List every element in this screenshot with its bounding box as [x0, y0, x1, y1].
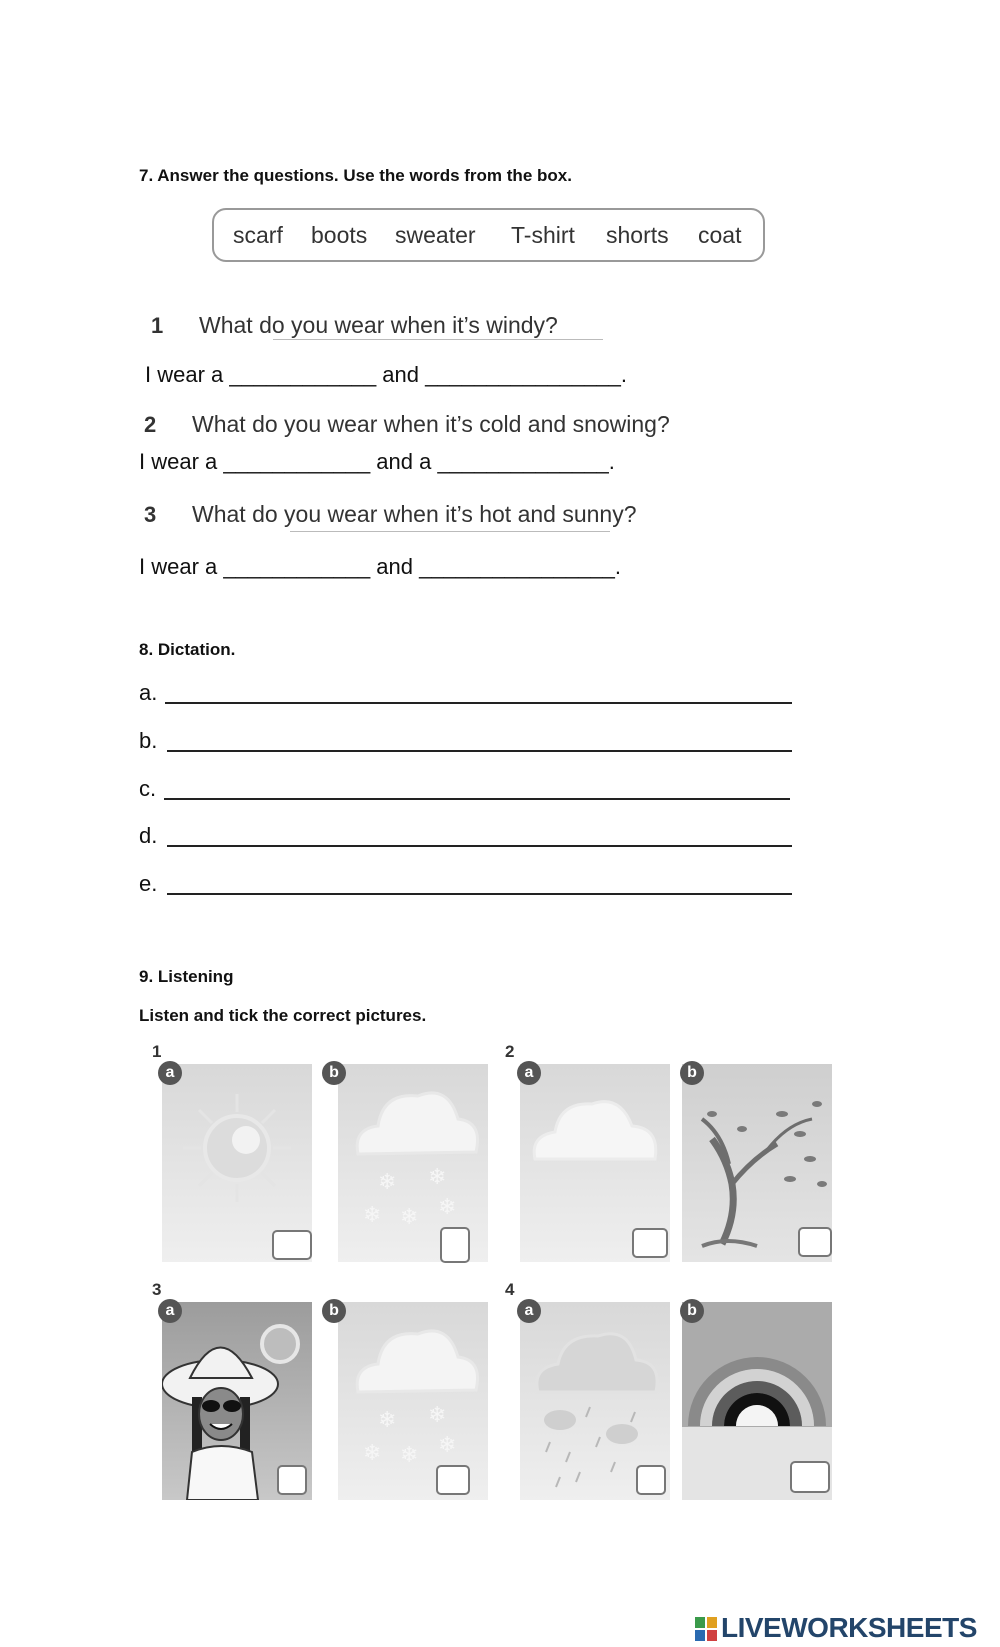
question-1-text: What do you wear when it’s windy? — [199, 312, 558, 338]
svg-text:❄: ❄ — [400, 1205, 419, 1230]
badge-1b: b — [322, 1061, 346, 1085]
dictation-line-c[interactable] — [164, 798, 790, 800]
svg-text:❄: ❄ — [378, 1170, 397, 1195]
word-scarf: scarf — [233, 222, 283, 248]
group-1-number: 1 — [152, 1042, 162, 1061]
question-3-number: 3 — [144, 502, 157, 527]
svg-text:❄: ❄ — [438, 1433, 457, 1458]
dictation-label-c: c. — [139, 776, 157, 801]
svg-text:❄: ❄ — [400, 1443, 419, 1468]
svg-text:❄: ❄ — [428, 1165, 447, 1190]
question-3-underline — [290, 531, 610, 532]
word-boots: boots — [311, 222, 368, 248]
question-1-number: 1 — [151, 313, 164, 338]
dictation-label-d: d. — [139, 823, 158, 848]
section9-title: 9. Listening — [139, 967, 234, 986]
question-1-underline — [273, 339, 603, 340]
section8-title: 8. Dictation. — [139, 640, 236, 659]
tick-box-1b[interactable] — [440, 1227, 470, 1263]
tick-box-2b[interactable] — [798, 1227, 832, 1257]
group-4-number: 4 — [505, 1280, 515, 1299]
badge-1a: a — [158, 1061, 182, 1085]
question-2-text: What do you wear when it’s cold and snowing? — [192, 411, 670, 437]
tick-box-4b[interactable] — [790, 1461, 830, 1493]
dictation-label-b: b. — [139, 728, 158, 753]
question-3-text: What do you wear when it’s hot and sunny? — [192, 501, 637, 527]
dictation-line-a[interactable] — [165, 702, 792, 704]
dictation-line-e[interactable] — [167, 893, 792, 895]
dictation-label-e: e. — [139, 871, 158, 896]
badge-4b: b — [680, 1299, 704, 1323]
badge-3b: b — [322, 1299, 346, 1323]
dictation-line-b[interactable] — [167, 750, 792, 752]
tick-box-2a[interactable] — [632, 1228, 668, 1258]
tick-box-1a[interactable] — [272, 1230, 312, 1260]
word-coat: coat — [698, 222, 742, 248]
svg-text:❄: ❄ — [438, 1195, 457, 1220]
badge-2b: b — [680, 1061, 704, 1085]
answer-2-line[interactable]: I wear a ____________ and a ______________. — [139, 449, 615, 474]
liveworksheets-logo-icon — [695, 1617, 717, 1641]
section7-title: 7. Answer the questions. Use the words from the box. — [139, 166, 572, 185]
section9-instruction: Listen and tick the correct pictures. — [139, 1006, 427, 1025]
tick-box-3b[interactable] — [436, 1465, 470, 1495]
group-2-number: 2 — [505, 1042, 515, 1061]
tick-box-3a[interactable] — [277, 1465, 307, 1495]
question-2-number: 2 — [144, 412, 157, 437]
svg-text:❄: ❄ — [378, 1408, 397, 1433]
svg-text:❄: ❄ — [363, 1203, 382, 1228]
svg-text:❄: ❄ — [428, 1403, 447, 1428]
svg-text:❄: ❄ — [363, 1441, 382, 1466]
word-box — [212, 208, 765, 262]
dictation-line-d[interactable] — [167, 845, 792, 847]
brand-logo: LIVEWORKSHEETS — [721, 1612, 977, 1643]
group-3-number: 3 — [152, 1280, 162, 1299]
answer-3-line[interactable]: I wear a ____________ and ________________. — [139, 554, 622, 579]
dictation-label-a: a. — [139, 680, 158, 705]
badge-2a: a — [517, 1061, 541, 1085]
answer-1-line[interactable]: I wear a ____________ and ________________. — [145, 362, 628, 387]
tick-box-4a[interactable] — [636, 1465, 666, 1495]
badge-3a: a — [158, 1299, 182, 1323]
word-sweater: sweater — [395, 222, 476, 248]
word-shorts: shorts — [606, 222, 669, 248]
word-tshirt: T-shirt — [511, 222, 575, 248]
badge-4a: a — [517, 1299, 541, 1323]
